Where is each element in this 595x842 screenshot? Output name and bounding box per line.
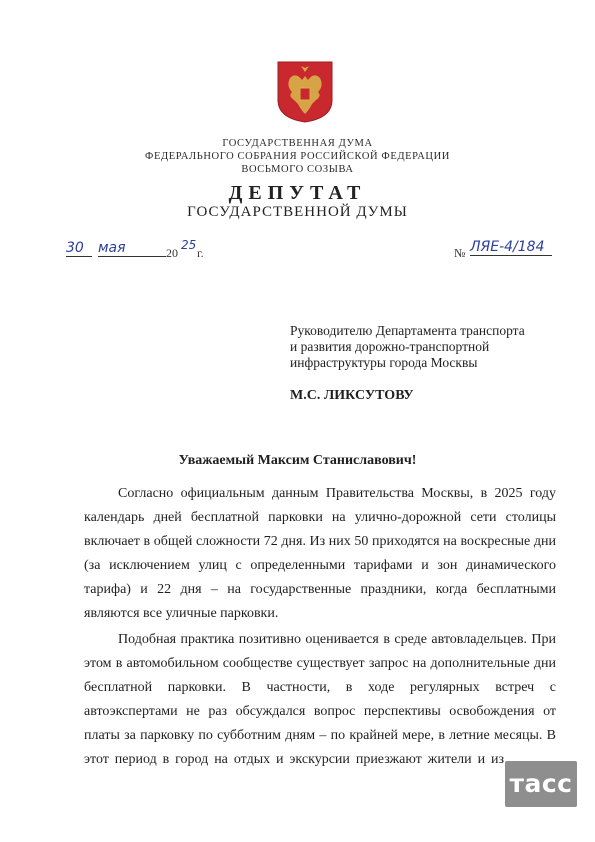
letterhead-line-1: ГОСУДАРСТВЕННАЯ ДУМА	[222, 138, 373, 149]
coat-of-arms-icon	[276, 60, 334, 124]
date-day: 30	[66, 240, 92, 257]
body-line: Согласно официальным данным Правительства Москвы, в 2025 году	[118, 486, 556, 501]
letterhead-line-3: ВОСЬМОГО СОЗЫВА	[241, 164, 354, 175]
tass-watermark-label: тасс	[509, 769, 573, 798]
date-year-prefix: 20	[166, 246, 178, 260]
body-line: бесплатной парковки. В частности, в ходе регулярных встреч с	[84, 680, 556, 695]
addressee-line-3: инфраструктуры города Москвы	[290, 355, 478, 370]
body-line: Подобная практика позитивно оценивается в среде автовладельцев. При	[118, 632, 556, 647]
body-line: платы за парковку по субботним дням – по крайней мере, в летние месяцы. В	[84, 728, 556, 743]
letterhead-subtitle: ГОСУДАРСТВЕННОЙ ДУМЫ	[187, 204, 408, 220]
date-year-suffix: 25	[181, 238, 197, 252]
document-number-sign: №	[454, 246, 466, 260]
body-line: этот период в город на отдых и экскурсии приезжают жители и из	[84, 752, 504, 767]
body-line: календарь дней бесплатной парковки на улично-дорожной сети столицы	[84, 510, 556, 525]
document-number: ЛЯЕ-4/184	[470, 239, 552, 256]
body-line: включает в общей сложности 72 дня. Из них 50 приходятся на воскресные дни	[84, 534, 556, 549]
salutation: Уважаемый Максим Станиславович!	[178, 453, 417, 468]
body-line: этом в автомобильном сообществе существует запрос на дополнительные дни	[84, 656, 556, 671]
body-line: являются все уличные парковки.	[84, 606, 279, 621]
letterhead-title: ДЕПУТАТ	[228, 182, 367, 204]
letterhead-line-2: ФЕДЕРАЛЬНОГО СОБРАНИЯ РОССИЙСКОЙ ФЕДЕРАЦИИ	[145, 151, 450, 162]
tass-watermark	[505, 761, 577, 807]
date-month: мая	[98, 240, 166, 257]
addressee-line-1: Руководителю Департамента транспорта	[290, 323, 525, 338]
addressee-name: М.С. ЛИКСУТОВУ	[290, 388, 414, 403]
body-line: тарифа) и 22 дня – на государственные праздники, когда бесплатными	[84, 582, 556, 597]
body-line: (за исключением улиц с определенными тарифами и зон динамического	[84, 558, 556, 573]
addressee-line-2: и развития дорожно-транспортной	[290, 339, 490, 354]
date-year-unit: г.	[197, 246, 204, 260]
body-line: автоэкспертами не раз обсуждался вопрос перспективы освобождения от	[84, 704, 556, 719]
